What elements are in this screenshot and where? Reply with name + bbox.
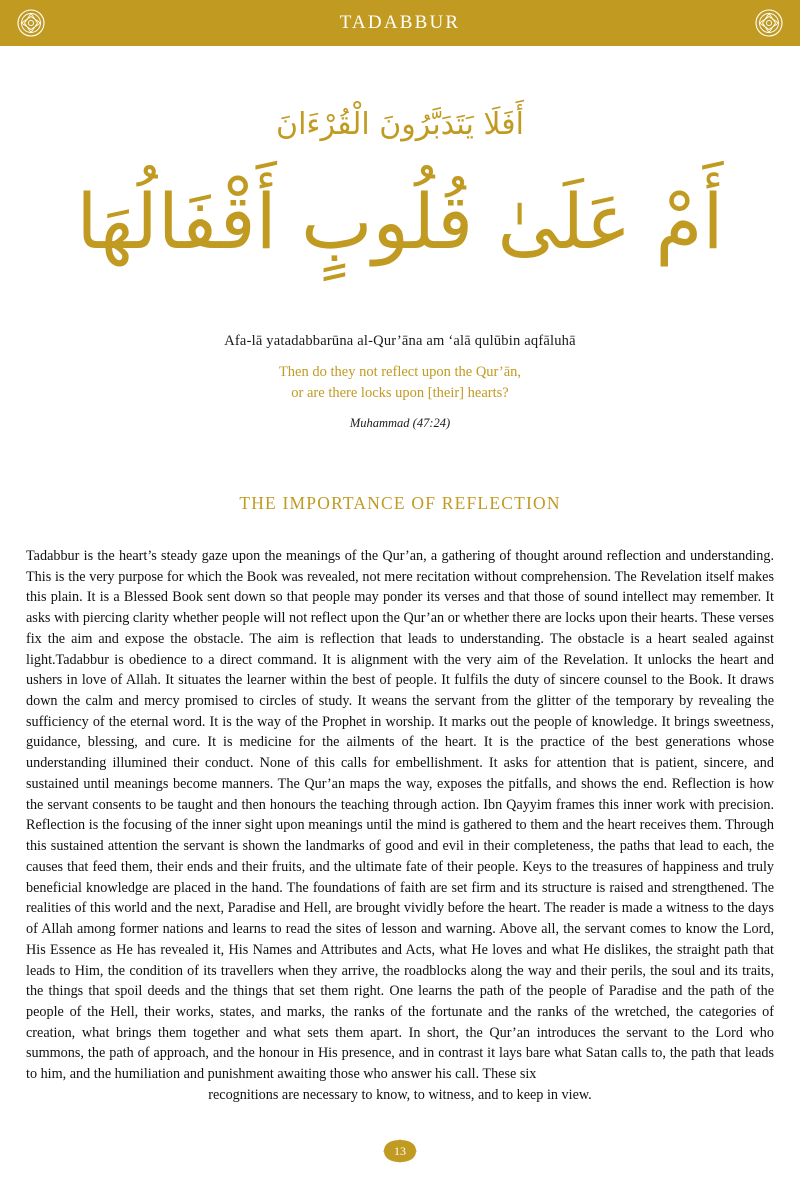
page-content bbox=[0, 102, 800, 1106]
verse-translation bbox=[26, 362, 774, 404]
verse-translation-line-2: or are there locks upon [their] hearts? bbox=[291, 384, 509, 401]
page-number: 13 bbox=[394, 1143, 406, 1158]
verse-translation-line-1: Then do they not reflect upon the Qur’ān, bbox=[278, 363, 522, 380]
medallion-icon bbox=[372, 1138, 428, 1164]
page-header bbox=[0, 0, 800, 46]
arabic-verse-line-1: أَفَلَا يَتَدَبَّرُونَ الْقُرْءَانَ bbox=[276, 107, 524, 142]
page-title: TADABBUR bbox=[339, 12, 461, 33]
page-footer bbox=[0, 1138, 800, 1164]
rosette-ornament-icon bbox=[16, 8, 46, 38]
section-body-text: Tadabbur is the heart’s steady gaze upon the meanings of the Qur’an, a gathering of thought around reflection and understanding. This is the very purpose for which the Book was revealed, not mere recitation without comprehension. The Revelation itself makes this plain. It is a Blessed Book sent down so that people may ponder its verses and that those of sound intellect may remember. It asks with piercing clarity whether people will not reflect upon the Qur’an or whether there are locks upon their hearts. These verses fix the aim and expose the obstacle. The aim is reflection that leads to understanding. The obstacle is a heart sealed against light.Tadabbur is obedience to a direct command. It is alignment with the very aim of the Revelation. It unlocks the heart and ushers in love of Allah. It situates the learner within the best of people. It fulfils the duty of sincere counsel to the Book. It draws down the calm and mercy promised to circles of study. It weans the servant from the glitter of the temporary by revealing the sufficiency of the eternal word. It is the way of the Prophet in worship. It marks out the people of knowledge. It brings sweetness, guidance, blessing, and cure. It is medicine for the ailments of the heart. It is the practice of the best generations whose understanding illumined their conduct. None of this calls for embellishment. It asks for attention that is patient, sincere, and sustained until meanings become manners. The Qur’an maps the way, exposes the pitfalls, and shows the end. Reflection is how the servant consents to be taught and then honours the teaching through action. Ibn Qayyim frames this inner work with precision. Reflection is the focusing of the inner sight upon meanings until the mind is gathered to them and the heart receives them. Through this sustained attention the servant is shown the landmarks of good and evil in their completeness, the paths that lead to each, the causes that feed them, their ends and their fruits, and the ultimate fate of their people. Keys to the treasures of happiness and truly beneficial knowledge are placed in the hand. The foundations of faith are set firm and its structure is raised and strengthened. The realities of this world and the next, Paradise and Hell, are brought vividly before the heart. The reader is made a witness to the days of Allah among former nations and learns to read the sites of lesson and warning. Above all, the servant comes to know the Lord, His Essence as He has revealed it, His Names and Attributes and Acts, what He loves and what He dislikes, the straight path that leads to Him, the condition of its travellers when they arrive, the roadblocks along the way and their perils, the soul and its traits, the things that spoil deeds and the things that set them right. One learns the path of the people of Paradise and the path of the people of the Hell, their works, states, and marks, the ranks of the fortunate and the ranks of the wretched, the categories of creation, what brings them together and what sets them apart. In short, the Qur’an introduces the servant to the Lord who summons, the path of approach, and the honour in His presence, and in contrast it lays bare what Satan calls to, the path that leads to him, and the humiliation and punishment awaiting those who answer his call. These six bbox=[26, 547, 774, 1083]
verse-meta bbox=[26, 333, 774, 431]
verse-reference: Muhammad (47:24) bbox=[349, 415, 451, 430]
arabic-verse-line-2: أَمْ عَلَىٰ قُلُوبٍ أَقْفَالُهَا bbox=[76, 177, 724, 266]
section-heading: THE IMPORTANCE OF REFLECTION bbox=[239, 492, 561, 513]
quran-verse-arabic bbox=[26, 102, 774, 281]
verse-transliteration: Afa-lā yatadabbarūna al-Qur’āna am ‘alā qulūbin aqfāluhā bbox=[224, 332, 576, 349]
section-body-last-line: recognitions are necessary to know, to witness, and to keep in view. bbox=[208, 1086, 592, 1103]
section-body bbox=[26, 546, 774, 1106]
rosette-ornament-icon bbox=[754, 8, 784, 38]
